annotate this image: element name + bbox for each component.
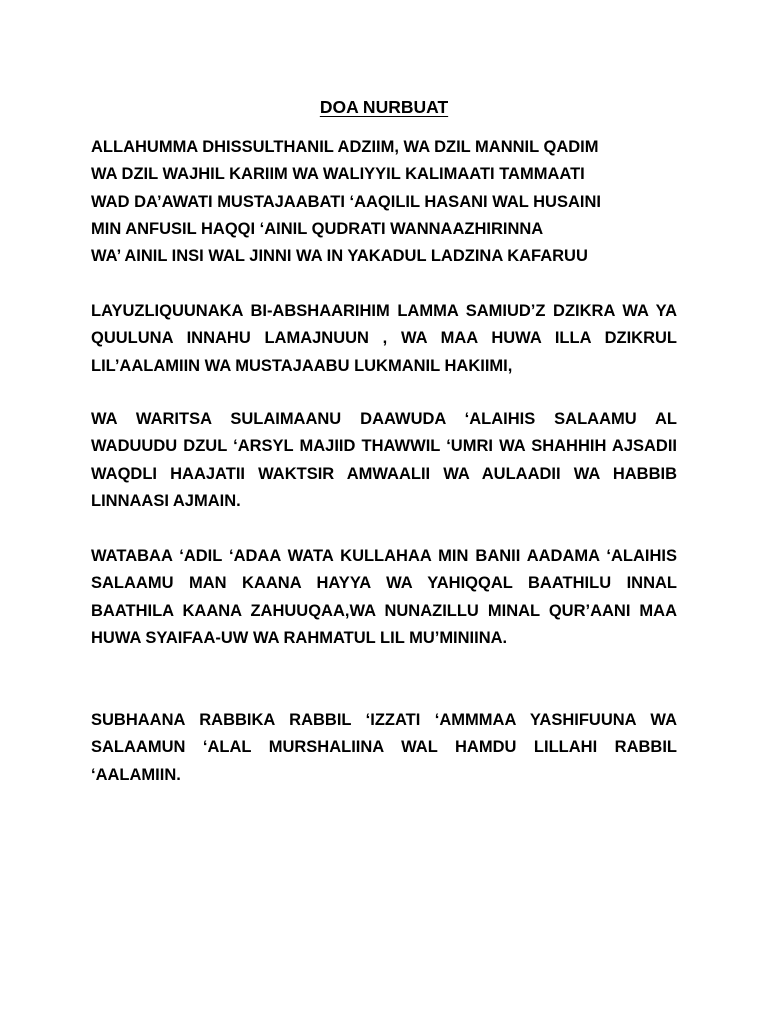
paragraph-layuzliquunaka: LAYUZLIQUUNAKA BI-ABSHAARIHIM LAMMA SAMIUD’Z DZIKRA WA YA QUULUNA INNAHU LAMAJNUUN , WA MAA HUWA ILLA DZIKRUL LIL’AALAMIIN WA MUSTAJAABU LUKMANIL HAKIIMI, <box>91 302 677 375</box>
paragraph-subhaana: SUBHAANA RABBIKA RABBIL ‘IZZATI ‘AMMMAA YASHIFUUNA WA SALAAMUN ‘ALAL MURSHALIINA WAL HAMDU LILLAHI RABBIL ‘AALAMIIN. <box>91 711 677 784</box>
intro-line: WA’ AINIL INSI WAL JINNI WA IN YAKADUL LADZINA KAFARUU <box>91 247 588 266</box>
intro-stanza <box>91 134 677 270</box>
paragraph-watabaa: WATABAA ‘ADIL ‘ADAA WATA KULLAHAA MIN BANII AADAMA ‘ALAIHIS SALAAMU MAN KAANA HAYYA WA YAHIQQAL BAATHILU INNAL BAATHILA KAANA ZAHUUQAA,WA NUNAZILLU MINAL QUR’AANI MAA HUWA SYAIFAA-UW WA RAHMATUL LIL MU’MINIINA. <box>91 547 677 647</box>
paragraph-wa-waritsa: WA WARITSA SULAIMAANU DAAWUDA ‘ALAIHIS SALAAMU AL WADUUDU DZUL ‘ARSYL MAJIID THAWWIL ‘UMRI WA SHAHHIH AJSADII WAQDLI HAAJATII WAKTSIR AMWAALII WA AULAADII WA HABBIB LINNAASI AJMAIN. <box>91 410 677 510</box>
intro-line: MIN ANFUSIL HAQQI ‘AINIL QUDRATI WANNAAZHIRINNA <box>91 219 544 238</box>
intro-line: ALLAHUMMA DHISSULTHANIL ADZIIM, WA DZIL MANNIL QADIM <box>91 138 599 156</box>
document-title: DOA NURBUAT <box>319 97 449 117</box>
intro-line: WA DZIL WAJHIL KARIIM WA WALIYYIL KALIMAATI TAMMAATI <box>91 165 585 184</box>
intro-line: WAD DA’AWATI MUSTAJAABATI ‘AAQILIL HASANI WAL HUSAINI <box>91 192 601 211</box>
